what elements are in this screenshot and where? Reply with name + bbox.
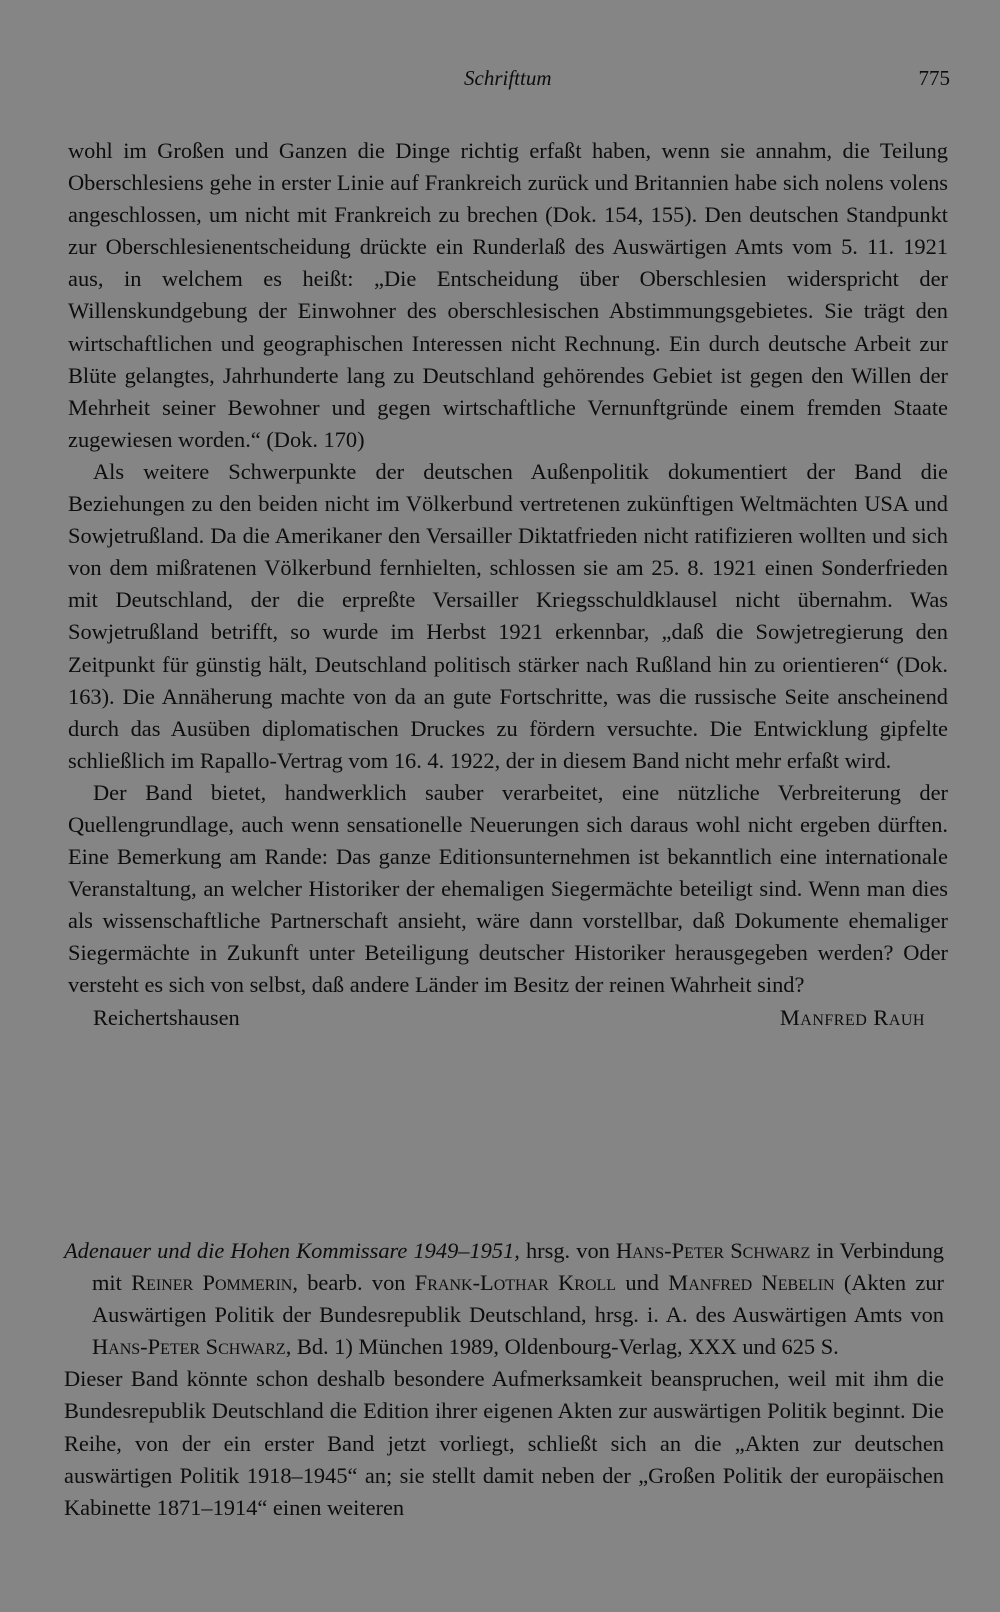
citation-text: und xyxy=(616,1270,669,1296)
review-signature xyxy=(93,1002,925,1034)
citation-text: hrsg. von xyxy=(519,1238,616,1263)
book-citation xyxy=(64,1235,944,1363)
reviewer-place: Reichertshausen xyxy=(93,1004,240,1030)
reviewer-name: Manfred Rauh xyxy=(779,1004,925,1030)
paragraph: wohl im Großen und Ganzen die Dinge richtig erfaßt haben, wenn sie annahm, die Teilung Oberschlesiens gehe in erster Linie auf Frankreich zurück und Britannien habe sich nolens volens angeschlossen, um nicht mit Frankreich zu brechen (Dok. 154, 155). Den deutschen Standpunkt zur Oberschlesienentscheidung drückte ein Runderlaß des Auswärtigen Amts vom 5. 11. 1921 aus, in welchem es heißt: „Die Entscheidung über Oberschlesien widerspricht der Willenskundgebung der Einwohner des oberschlesischen Abstimmungsgebietes. Sie trägt den wirtschaftlichen und geographischen Interessen nicht Rechnung. Ein durch deutsche Arbeit zur Blüte gelangtes, Jahrhunderte lang zu Deutschland gehörendes Gebiet ist gegen den Willen der Mehrheit seiner Bewohner und gegen wirtschaftliche Vernunftgründe einem fremden Staate zugewiesen worden.“ (Dok. 170) xyxy=(68,138,948,452)
running-head: Schrifttum xyxy=(464,66,552,90)
page-number: 775 xyxy=(918,66,950,90)
editor-name: Hans-Peter Schwarz xyxy=(616,1238,811,1263)
review-previous xyxy=(68,135,948,1034)
editor-name: Frank-Lothar Kroll xyxy=(414,1270,617,1296)
book-title: Adenauer und die Hohen Kommissare 1949–1951, xyxy=(64,1238,520,1263)
editor-name: Hans-Peter Schwarz xyxy=(92,1334,286,1360)
citation-text: , bearb. von xyxy=(292,1270,415,1296)
paragraph: Dieser Band könnte schon deshalb besondere Aufmerksamkeit beanspruchen, weil mit ihm die Bundesrepublik Deutschland die Edition ihrer eigenen Akten zur auswärtigen Politik beginnt. Die Reihe, von der ein erster Band jetzt vorliegt, schließt sich an die „Akten zur deutschen auswärtigen Politik 1918–1945“ an; sie stellt damit neben der „Großen Politik der europäischen Kabinette 1871–1914“ einen weiteren xyxy=(64,1366,944,1520)
citation-text: , Bd. 1) München 1989, Oldenbourg-Verlag, XXX und 625 S. xyxy=(285,1334,839,1360)
editor-name: Reiner Pommerin xyxy=(131,1270,293,1296)
paragraph: Der Band bietet, handwerklich sauber verarbeitet, eine nützliche Verbreiterung der Quellengrundlage, auch wenn sensationelle Neuerungen sich daraus wohl nicht ergeben dürften. Eine Bemerkung am Rande: Das ganze Editionsunternehmen ist bekanntlich eine internationale Veranstaltung, an welcher Historiker der ehemaligen Siegermächte beteiligt sind. Wenn man dies als wissenschaftliche Partnerschaft ansieht, wäre dann vorstellbar, daß Dokumente ehemaliger Siegermächte in Zukunft unter Beteiligung deutscher Historiker herausgegeben werden? Oder versteht es sich von selbst, daß andere Länder im Besitz der reinen Wahrheit sind? xyxy=(68,779,948,998)
citation-text: in Verbindung mit xyxy=(92,1238,944,1296)
citation-text: (Akten zur Auswärtigen Politik der Bundesrepublik Deutschland, hrsg. i. A. des Auswärtigen Amts von xyxy=(92,1270,944,1328)
review-adenauer xyxy=(64,1235,944,1524)
paragraph: Als weitere Schwerpunkte der deutschen Außenpolitik dokumentiert der Band die Beziehungen zu den beiden nicht im Völkerbund vertretenen zukünftigen Weltmächten USA und Sowjetrußland. Da die Amerikaner den Versailler Diktatfrieden nicht ratifizieren wollten und sich von dem mißratenen Völkerbund fernhielten, schlossen sie am 25. 8. 1921 einen Sonderfrieden mit Deutschland, der die erpreßte Versailler Kriegsschuldklausel nicht übernahm. Was Sowjetrußland betrifft, so wurde im Herbst 1921 erkennbar, „daß die Sowjetregierung den Zeitpunkt für günstig hält, Deutschland politisch stärker nach Rußland hin zu orientieren“ (Dok. 163). Die Annäherung machte von da an gute Fortschritte, was die russische Seite anscheinend durch das Ausüben diplomatischen Druckes zu fördern versuchte. Die Entwicklung gipfelte schließlich im Rapallo-Vertrag vom 16. 4. 1922, der in diesem Band nicht mehr erfaßt wird. xyxy=(68,458,948,773)
editor-name: Manfred Nebelin xyxy=(668,1270,835,1296)
page-header xyxy=(64,66,950,96)
